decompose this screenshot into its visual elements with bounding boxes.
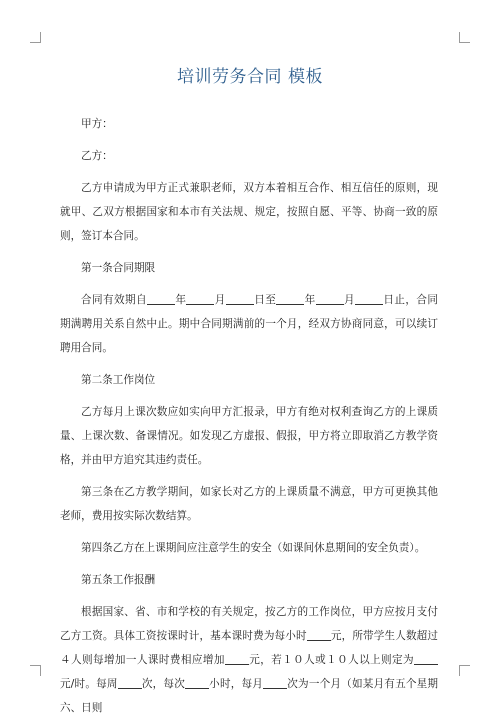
party-b-label: 乙方： bbox=[81, 150, 113, 162]
crop-mark-top-right bbox=[459, 32, 470, 43]
article-1-heading: 第一条合同期限 bbox=[81, 262, 156, 274]
crop-mark-bottom-left bbox=[30, 665, 41, 676]
document-title: 培训劳务合同 模板 bbox=[177, 67, 323, 87]
crop-mark-top-left bbox=[30, 32, 41, 43]
blank-end-year[interactable] bbox=[276, 292, 304, 305]
article-5-heading: 第五条工作报酬 bbox=[81, 574, 156, 586]
article-5-paragraph: 根据国家、省、市和学校的有关规定，按乙方的工作岗位，甲方应按月支付乙方工资。具体工资按课时计，基本课时费为每小时 元，所带学生人数超过４人则每增加一人课时费相应增加 元，若１０人或１０人以上则定为元/时。每周 次，每次 小时，每月 次为一个月（如某月有五个星期六、日则 bbox=[60, 606, 439, 714]
article-1-paragraph: 合同有效期自 年 月 日至 年 月 日止，合同期满聘用关系自然中止。期中合同期满前的一个月，经双方协商同意，可以续订聘用合同。 bbox=[60, 294, 439, 354]
blank-hourly-fee[interactable] bbox=[307, 628, 331, 641]
blank-times-per-week[interactable] bbox=[118, 676, 142, 689]
article-3-paragraph: 第三条在乙方教学期间，如家长对乙方的上课质量不满意，甲方可更换其他老师，费用按实际次数结算。 bbox=[60, 486, 438, 522]
blank-group-fee[interactable] bbox=[414, 652, 438, 665]
article-2-paragraph: 乙方每月上课次数应如实向甲方汇报录，甲方有绝对权利查询乙方的上课质量、上课次数、备课情况。如发现乙方虚报、假报，甲方将立即取消乙方教学资格，并由甲方追究其违约责任。 bbox=[60, 406, 438, 466]
intro-paragraph: 乙方申请成为甲方正式兼职老师，双方本着相互合作、相互信任的原则，现就甲、乙双方根据国家和本市有关法规、规定，按照自愿、平等、协商一致的原则，签订本合同。 bbox=[60, 182, 438, 242]
blank-start-day[interactable] bbox=[226, 292, 254, 305]
blank-start-month[interactable] bbox=[186, 292, 214, 305]
blank-extra-fee[interactable] bbox=[225, 652, 249, 665]
blank-end-day[interactable] bbox=[355, 292, 383, 305]
crop-mark-bottom-right bbox=[459, 665, 470, 676]
article-2-heading: 第二条工作岗位 bbox=[81, 374, 156, 386]
blank-end-month[interactable] bbox=[316, 292, 344, 305]
blank-times-per-month[interactable] bbox=[263, 676, 287, 689]
party-a-label: 甲方： bbox=[81, 118, 113, 130]
blank-start-year[interactable] bbox=[147, 292, 175, 305]
article-4-paragraph: 第四条乙方在上课期间应注意学生的安全（如课间休息期间的安全负责）。 bbox=[81, 542, 426, 554]
document-body bbox=[60, 112, 438, 720]
blank-hours-per-time[interactable] bbox=[185, 676, 209, 689]
